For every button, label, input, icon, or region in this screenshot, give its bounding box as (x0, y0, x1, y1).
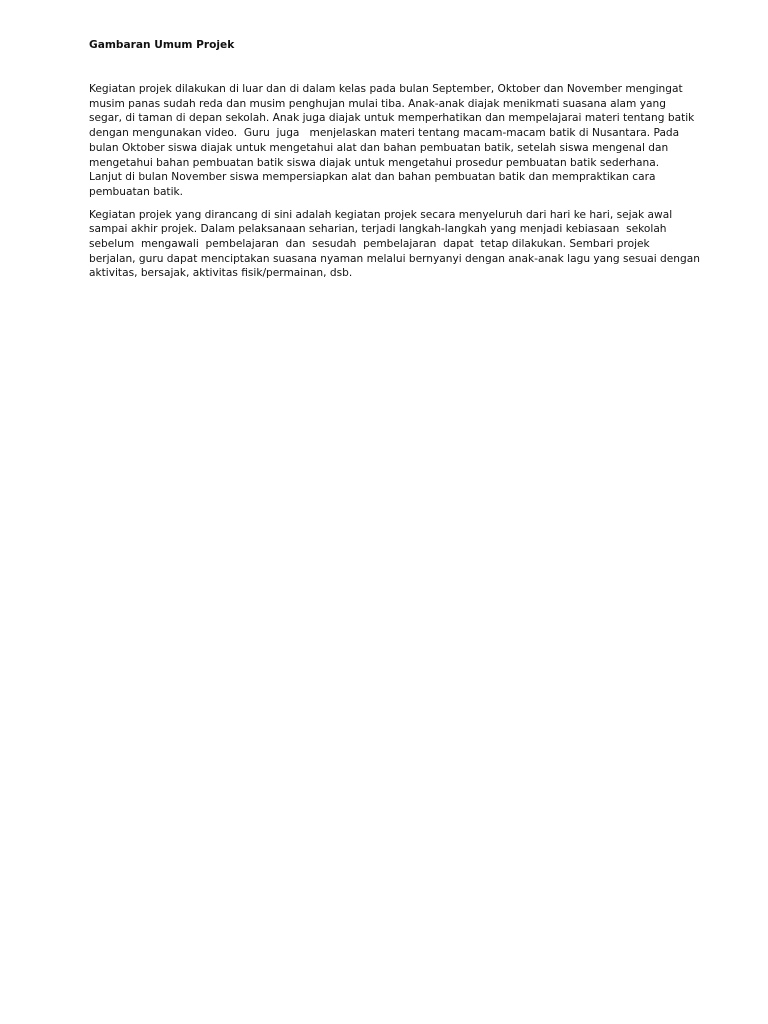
paragraph-1 (89, 82, 725, 200)
document-content (89, 38, 725, 289)
paragraph-line: Kegiatan projek dilakukan di luar dan di dalam kelas pada bulan September, Oktober dan November mengingat (89, 83, 683, 95)
paragraph-line: musim panas sudah reda dan musim penghujan mulai tiba. Anak-anak diajak menikmati suasana alam yang (89, 97, 666, 110)
paragraph-line: pembuatan batik. (89, 185, 184, 198)
paragraph-line: bulan Oktober siswa diajak untuk mengetahui alat dan bahan pembuatan batik, setelah siswa mengenal dan (89, 141, 669, 154)
paragraph-line: Kegiatan projek yang dirancang di sini adalah kegiatan projek secara menyeluruh dari hari ke hari, sejak awal (89, 208, 673, 221)
paragraph-line: Lanjut di bulan November siswa mempersiapkan alat dan bahan pembuatan batik dan mempraktikan cara (89, 171, 656, 184)
paragraph-line: berjalan, guru dapat menciptakan suasana nyaman melalui bernyanyi dengan anak-anak lagu yang sesuai dengan (89, 252, 700, 265)
paragraph-line: segar, di taman di depan sekolah. Anak juga diajak untuk memperhatikan dan mempelajarai materi tentang batik (89, 112, 695, 125)
paragraph-line: dengan mengunakan video. Guru juga menjelaskan materi tentang macam-macam batik di Nusantara. Pada (89, 127, 680, 140)
document-title: Gambaran Umum Projek (89, 39, 235, 51)
paragraph-line: sampai akhir projek. Dalam pelaksanaan seharian, terjadi langkah-langkah yang menjadi kebiasaan sekolah (89, 223, 667, 236)
paragraph-line: mengetahui bahan pembuatan batik siswa diajak untuk mengetahui prosedur pembuatan batik sederhana. (89, 156, 660, 169)
paragraph-2 (89, 208, 725, 282)
paragraph-line: aktivitas, bersajak, aktivitas fisik/permainan, dsb. (89, 267, 353, 280)
paragraph-line: sebelum mengawali pembelajaran dan sesudah pembelajaran dapat tetap dilakukan. Sembari projek (89, 238, 650, 251)
